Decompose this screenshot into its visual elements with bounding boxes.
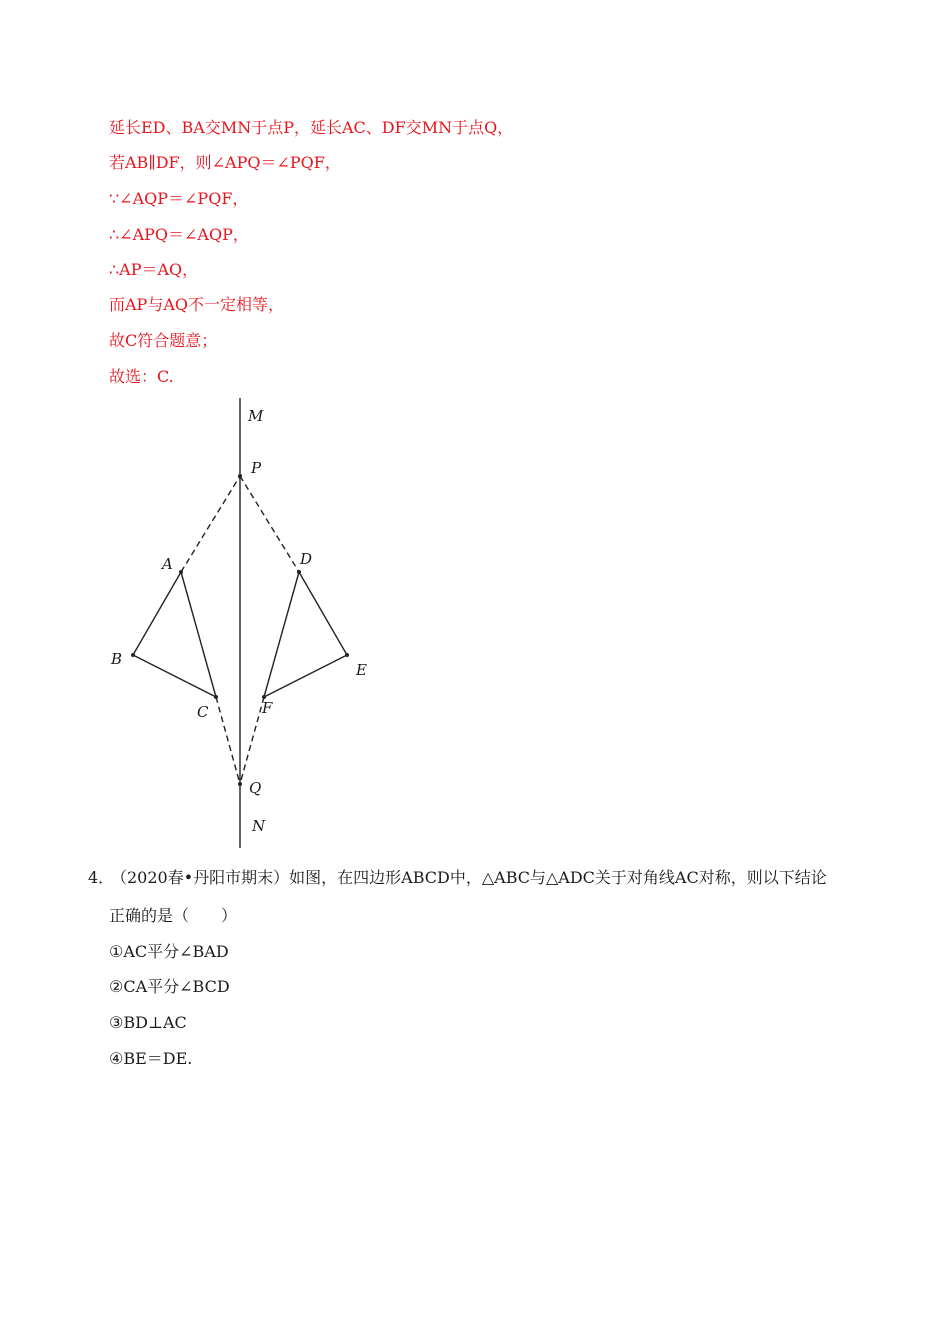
segment-ef — [264, 655, 347, 697]
solution-line-8: 故选：C. — [109, 367, 174, 386]
dashed-cq — [216, 697, 240, 784]
label-m: M — [248, 407, 264, 425]
label-a: A — [162, 555, 173, 573]
option-1: ①AC平分∠BAD — [109, 942, 229, 961]
dashed-pd — [240, 476, 299, 572]
segment-bc — [133, 655, 216, 697]
point-b — [131, 653, 135, 657]
label-f: F — [262, 699, 273, 717]
label-c: C — [197, 703, 209, 721]
label-b: B — [111, 650, 123, 668]
question-number: 4． — [88, 868, 115, 887]
solution-line-4: ∴∠APQ＝∠AQP， — [109, 225, 249, 244]
point-a — [179, 570, 183, 574]
solution-line-5: ∴AP＝AQ， — [109, 260, 199, 279]
label-q: Q — [249, 779, 262, 797]
geometry-figure — [100, 396, 400, 852]
solution-line-3: ∵∠AQP＝∠PQF， — [109, 189, 249, 208]
point-d — [297, 570, 301, 574]
segment-df — [264, 572, 299, 697]
option-3: ③BD⊥AC — [109, 1013, 187, 1032]
segment-ac — [181, 572, 216, 697]
solution-line-2: 若AB∥DF，则∠APQ＝∠PQF， — [109, 153, 341, 172]
solution-line-7: 故C符合题意； — [109, 331, 218, 350]
point-p — [238, 474, 242, 478]
dashed-fq — [240, 697, 264, 784]
segment-ab — [133, 572, 181, 655]
label-p: P — [251, 459, 262, 477]
solution-line-1: 延长ED、BA交MN于点P，延长AC、DF交MN于点Q， — [109, 118, 514, 137]
segment-de — [299, 572, 347, 655]
label-d: D — [300, 550, 313, 568]
question-stem-line-2: 正确的是（ ） — [109, 906, 238, 925]
label-e: E — [356, 661, 367, 679]
dashed-ap — [181, 476, 240, 572]
option-2: ②CA平分∠BCD — [109, 977, 230, 996]
solution-line-6: 而AP与AQ不一定相等， — [109, 295, 284, 314]
label-n: N — [252, 817, 266, 835]
point-e — [345, 653, 349, 657]
point-q — [238, 782, 242, 786]
point-c — [214, 695, 218, 699]
option-4: ④BE＝DE. — [109, 1049, 193, 1068]
question-stem-line-1: （2020春•丹阳市期末）如图，在四边形ABCD中，△ABC与△ADC关于对角线AC对称，则以下结论 — [111, 868, 827, 887]
